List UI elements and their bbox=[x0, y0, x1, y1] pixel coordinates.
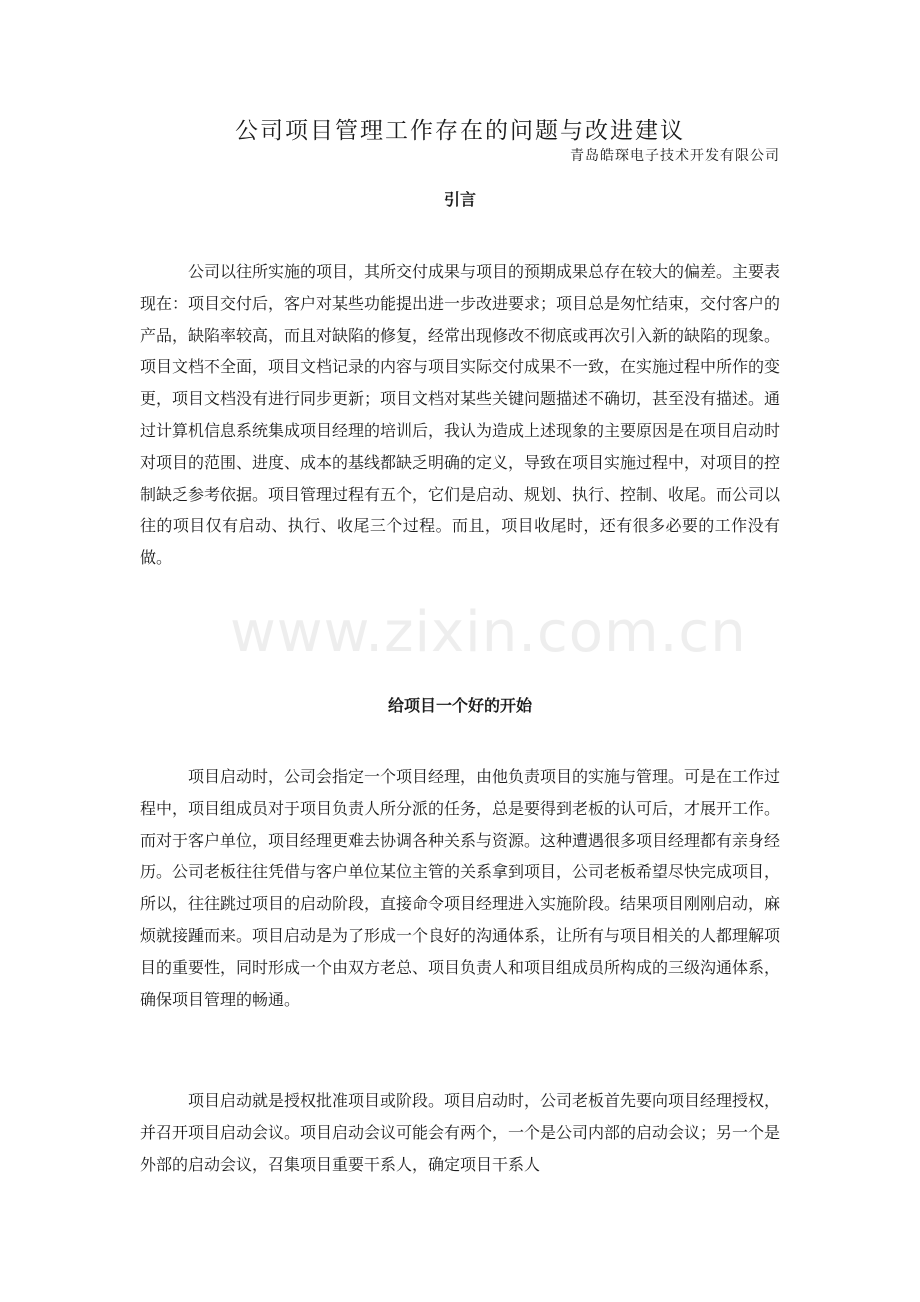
section-heading-introduction: 引言 bbox=[443, 190, 476, 209]
organization-name: 青岛皓琛电子技术开发有限公司 bbox=[570, 148, 780, 164]
document-title: 公司项目管理工作存在的问题与改进建议 bbox=[235, 118, 685, 144]
watermark: www.zixin.com.cn bbox=[230, 600, 747, 665]
section-heading-good-start: 给项目一个好的开始 bbox=[387, 696, 532, 715]
paragraph-project-authorization: 项目启动就是授权批准项目或阶段。项目启动时，公司老板首先要向项目经理授权，并召开项目启动会议。项目启动会议可能会有两个，一个是公司内部的启动会议；另一个是外部的启动会议，召集项目重要干系人，确定项目干系人 bbox=[140, 1091, 781, 1174]
paragraph-project-kickoff: 项目启动时，公司会指定一个项目经理，由他负责项目的实施与管理。可是在工作过程中，项目组成员对于项目负责人所分派的任务，总是要得到老板的认可后，才展开工作。而对于客户单位，项目经理更难去协调各种关系与资源。这种遭遇很多项目经理都有亲身经历。公司老板往往凭借与客户单位某位主管的关系拿到项目，公司老板希望尽快完成项目，所以，往往跳过项目的启动阶段，直接命令项目经理进入实施阶段。结果项目刚刚启动，麻烦就接踵而来。项目启动是为了形成一个良好的沟通体系，让所有与项目相关的人都理解项目的重要性，同时形成一个由双方老总、项目负责人和项目组成员所构成的三级沟通体系，确保项目管理的畅通。 bbox=[140, 767, 781, 1009]
paragraph-introduction: 公司以往所实施的项目，其所交付成果与项目的预期成果总存在较大的偏差。主要表现在：项目交付后，客户对某些功能提出进一步改进要求；项目总是匆忙结束，交付客户的产品，缺陷率较高，而且对缺陷的修复，经常出现修改不彻底或再次引入新的缺陷的现象。项目文档不全面，项目文档记录的内容与项目实际交付成果不一致，在实施过程中所作的变更，项目文档没有进行同步更新；项目文档对某些关键问题描述不确切，甚至没有描述。通过计算机信息系统集成项目经理的培训后，我认为造成上述现象的主要原因是在项目启动时对项目的范围、进度、成本的基线都缺乏明确的定义，导致在项目实施过程中，对项目的控制缺乏参考依据。项目管理过程有五个，它们是启动、规划、执行、控制、收尾。而公司以往的项目仅有启动、执行、收尾三个过程。而且，项目收尾时，还有很多必要的工作没有做。 bbox=[140, 262, 781, 568]
